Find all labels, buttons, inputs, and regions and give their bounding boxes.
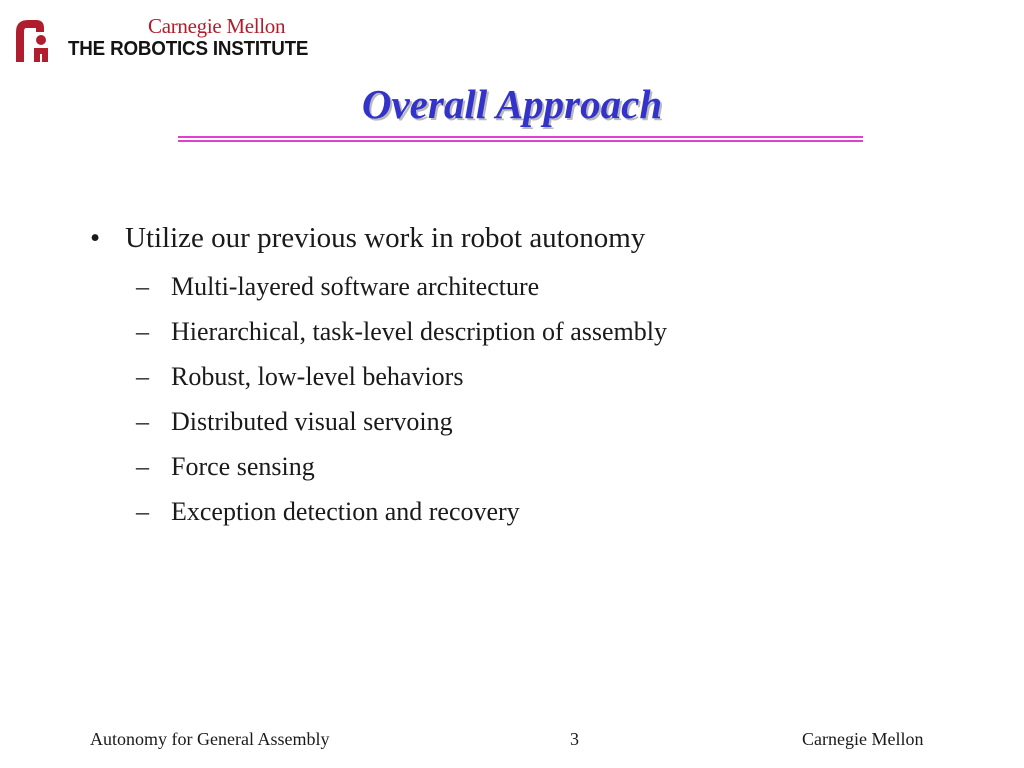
slide-title: Overall Approach [361,81,663,127]
sub-bullet-text: Force sensing [171,452,315,481]
sub-bullet-text: Exception detection and recovery [171,497,520,526]
bullet-marker: • [90,222,101,254]
sub-bullet-marker: – [136,407,149,436]
sub-bullet-marker: – [136,272,149,301]
sub-bullet-item [136,272,539,302]
footer-presentation-title: Autonomy for General Assembly [90,729,330,749]
sub-bullet-item [136,362,463,392]
sub-bullet-text: Robust, low-level behaviors [171,362,464,391]
logo-institute-name: THE ROBOTICS INSTITUTE [68,38,309,60]
footer-page-number: 3 [570,729,579,749]
sub-bullet-text: Multi-layered software architecture [171,272,540,301]
bullet-item [90,222,645,255]
sub-bullet-item [136,452,315,482]
sub-bullet-item [136,407,453,437]
sub-bullet-text: Distributed visual servoing [171,407,453,436]
sub-bullet-marker: – [136,317,149,346]
sub-bullet-marker: – [136,452,149,481]
footer-organization: Carnegie Mellon [802,729,924,749]
logo-university-name: Carnegie Mellon [148,14,286,38]
bullet-text: Utilize our previous work in robot autonomy [125,222,646,254]
sub-bullet-marker: – [136,362,149,391]
sub-bullet-item [136,497,520,527]
sub-bullet-text: Hierarchical, task-level description of assembly [171,317,667,346]
sub-bullet-item [136,317,667,347]
sub-bullet-marker: – [136,497,149,526]
